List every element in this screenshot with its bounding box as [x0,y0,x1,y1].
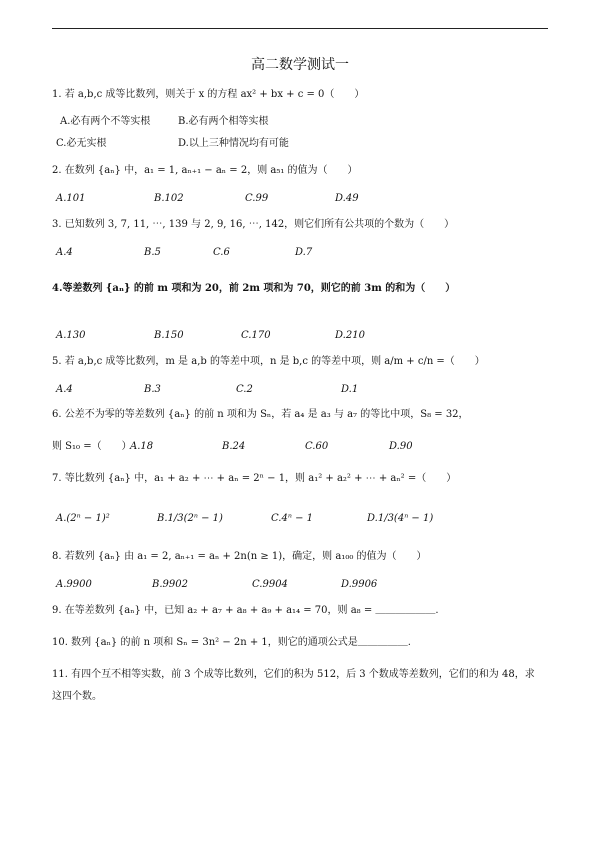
question-3-option-a: A.4 [56,247,73,258]
question-3-stem: 3. 已知数列 3, 7, 11, ⋯, 139 与 2, 9, 16, ⋯, 142，则它们所有公共项的个数为（ ） [52,219,455,230]
question-8-option-b: B.9902 [152,579,188,590]
question-5-option-b: B.3 [144,384,161,395]
question-6-option-b: B.24 [222,441,246,452]
question-6-stem-continued: 则 S₁₀ =（ ） [52,441,132,452]
question-5-stem: 5. 若 a,b,c 成等比数列，m 是 a,b 的等差中项，n 是 b,c 的等差中项，则 a/m + c/n =（ ） [52,356,485,367]
question-11-stem: 11. 有四个互不相等实数，前 3 个成等比数列，它们的积为 512，后 3 个数成等差数列，它们的和为 48，求 [52,669,535,680]
question-1-option-d: D.以上三种情况均有可能 [178,138,289,149]
question-8-option-d: D.9906 [341,579,378,590]
question-2-option-a: A.101 [56,193,86,204]
question-1-option-a: A.必有两个不等实根 [60,116,151,127]
question-10-stem: 10. 数列 {aₙ} 的前 n 项和 Sₙ = 3n² − 2n + 1，则它的通项公式是＿＿＿＿＿. [52,637,411,648]
question-1-stem: 1. 若 a,b,c 成等比数列，则关于 x 的方程 ax² + bx + c = 0（ ） [52,89,365,100]
question-7-option-c: C.4ⁿ − 1 [271,513,313,524]
question-7-option-a: A.(2ⁿ − 1)² [56,513,110,524]
question-4-option-c: C.170 [241,330,271,341]
question-9-stem: 9. 在等差数列 {aₙ} 中，已知 a₂ + a₇ + a₈ + a₉ + a₁₄ = 70，则 a₈ = ＿＿＿＿＿＿. [52,605,439,616]
header-rule [52,28,548,29]
question-5-option-c: C.2 [236,384,253,395]
question-4-option-a: A.130 [56,330,86,341]
question-6-option-c: C.60 [305,441,329,452]
question-5-option-d: D.1 [341,384,359,395]
question-5-option-a: A.4 [56,384,73,395]
question-6-option-a: A.18 [130,441,154,452]
question-3-option-c: C.6 [213,247,230,258]
question-1-option-c: C.必无实根 [56,138,107,149]
question-8-option-c: C.9904 [252,579,288,590]
question-1-option-b: B.必有两个相等实根 [178,116,269,127]
page-title: 高二数学测试一 [251,57,349,73]
question-3-option-d: D.7 [295,247,313,258]
question-2-option-b: B.102 [154,193,184,204]
question-7-stem: 7. 等比数列 {aₙ} 中，a₁ + a₂ + ⋯ + aₙ = 2ⁿ − 1，则 a₁² + a₂² + ⋯ + aₙ² =（ ） [52,473,457,484]
question-8-stem: 8. 若数列 {aₙ} 由 a₁ = 2, aₙ₊₁ = aₙ + 2n(n ≥ 1)，确定，则 a₁₀₀ 的值为（ ） [52,551,427,562]
question-2-option-d: D.49 [335,193,359,204]
question-7-option-b: B.1/3(2ⁿ − 1) [157,513,223,524]
question-2-option-c: C.99 [245,193,269,204]
question-6-option-d: D.90 [389,441,413,452]
question-3-option-b: B.5 [144,247,161,258]
question-6-stem: 6. 公差不为零的等差数列 {aₙ} 的前 n 项和为 Sₙ，若 a₄ 是 a₃ 与 a₇ 的等比中项，S₈ = 32， [52,409,469,420]
question-4-option-d: D.210 [335,330,365,341]
question-8-option-a: A.9900 [56,579,92,590]
question-7-option-d: D.1/3(4ⁿ − 1) [367,513,434,524]
question-4-option-b: B.150 [154,330,184,341]
question-11-stem-continued: 这四个数。 [52,691,102,702]
question-2-stem: 2. 在数列 {aₙ} 中，a₁ = 1, aₙ₊₁ − aₙ = 2，则 a₅₁ 的值为（ ） [52,165,358,176]
question-4-stem: 4.等差数列 {aₙ} 的前 m 项和为 20，前 2m 项和为 70，则它的前 3m 的和为（ ） [52,283,456,294]
